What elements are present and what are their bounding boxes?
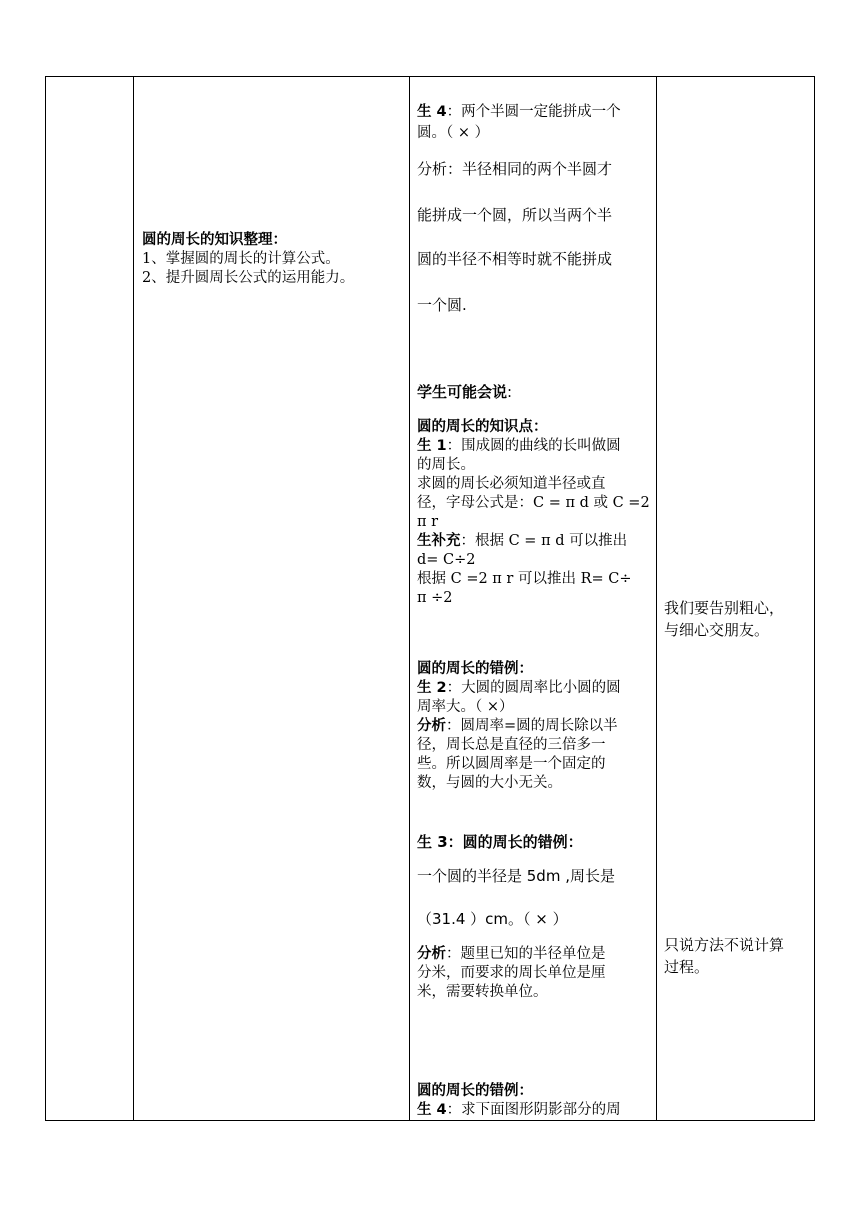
- s4a-label: 生 4: [417, 104, 447, 120]
- analysis2-line-2: 径，周长总是直径的三倍多一: [417, 737, 606, 753]
- teacher-note-1-line-2: 与细心交朋友。: [664, 621, 770, 639]
- analysis2-label: 分析: [417, 718, 446, 734]
- supplement-text: ：根据 C = π d 可以推出: [460, 533, 628, 549]
- supplement-line-4: π ÷2: [417, 590, 453, 606]
- analysis3-block: [417, 945, 653, 1002]
- requirement-line-2: 径，字母公式是：C = π d 或 C =2: [417, 495, 650, 511]
- s3-heading: 生 3：圆的周长的错例：: [417, 833, 583, 851]
- s3-line-2: （31.4 ）cm。（ × ）: [417, 910, 568, 928]
- analysis2-line-1: [417, 717, 653, 736]
- analysis3-line-1: [417, 945, 653, 964]
- knowledge-points-heading: 圆的周长的知识点：: [417, 419, 548, 435]
- requirement-line-1: 求圆的周长必须知道半径或直: [417, 476, 606, 492]
- analysis2-line-4: 数，与圆的大小无关。: [417, 775, 562, 791]
- summary-item-1: 1、掌握圆的周长的计算公式。: [142, 251, 340, 267]
- students-say-colon: :: [507, 383, 513, 401]
- s4a-text: ：两个半圆一定能拼成一个: [446, 104, 621, 120]
- students-say-heading: [417, 383, 512, 402]
- s3-line-1: 一个圆的半径是 5dm ,周长是: [417, 867, 615, 885]
- column-divider-1: [133, 76, 134, 1121]
- s2-line-1: [417, 679, 653, 698]
- table-top-border: [45, 76, 815, 77]
- analysis1-line-3: 圆的半径不相等时就不能拼成: [417, 250, 613, 268]
- teacher-note-1: [664, 597, 814, 641]
- responses-block: [417, 418, 653, 608]
- s2-text: ：大圆的圆周率比小圆的圆: [446, 680, 621, 696]
- students-say-label: 学生可能会说: [417, 383, 508, 401]
- analysis2-text: ：圆周率=圆的周长除以半: [446, 718, 618, 734]
- s2-label: 生 2: [417, 680, 447, 696]
- analysis2-line-3: 些。所以圆周率是一个固定的: [417, 756, 606, 772]
- knowledge-summary-cell: [142, 231, 404, 288]
- column-divider-2: [409, 76, 410, 1121]
- s1-line-2: 的周长。: [417, 457, 475, 473]
- summary-heading: 圆的周长的知识整理：: [142, 232, 287, 248]
- supplement-label: 生补充: [417, 533, 461, 549]
- supplement-line-3: 根据 C =2 π r 可以推出 R= C÷: [417, 571, 632, 587]
- s1-text: ：围成圆的曲线的长叫做圆: [446, 438, 621, 454]
- error-heading-2: 圆的周长的错例：: [417, 1083, 533, 1099]
- supplement-line-2: d= C÷2: [417, 552, 476, 568]
- table-right-border: [814, 76, 815, 1121]
- supplement-line-1: [417, 532, 653, 551]
- teacher-note-2-line-2: 过程。: [664, 958, 710, 976]
- analysis3-text: ：题里已知的半径单位是: [446, 946, 606, 962]
- s4a-line-2: 圆。（ × ）: [417, 125, 490, 141]
- requirement-line-3: π r: [417, 514, 439, 530]
- table-bottom-border: [45, 1120, 815, 1121]
- table-left-border: [45, 76, 46, 1121]
- teacher-note-2: [664, 934, 814, 978]
- s4a-line-1: [417, 103, 621, 122]
- error-heading-1: 圆的周长的错例：: [417, 661, 533, 677]
- column-divider-3: [656, 76, 657, 1121]
- teacher-note-1-line-1: 我们要告别粗心，: [664, 599, 785, 617]
- s1-line-1: [417, 437, 653, 456]
- summary-item-2: 2、提升圆周长公式的运用能力。: [142, 270, 355, 286]
- s4b-line-1: [417, 1101, 653, 1120]
- analysis3-label: 分析: [417, 946, 446, 962]
- s4b-text: ：求下面图形阴影部分的周: [446, 1102, 621, 1118]
- analysis3-line-2: 分米，而要求的周长单位是厘: [417, 965, 606, 981]
- analysis1-line-2: 能拼成一个圆，所以当两个半: [417, 206, 613, 224]
- s4b-label: 生 4: [417, 1102, 447, 1118]
- analysis1-line-1: 分析：半径相同的两个半圆才: [417, 160, 613, 178]
- error-example-block-1: [417, 660, 653, 793]
- s1-label: 生 1: [417, 438, 447, 454]
- error-example-block-2: [417, 1082, 653, 1120]
- teacher-note-2-line-1: 只说方法不说计算: [664, 936, 785, 954]
- s2-line-2: 周率大。（ ×）: [417, 699, 514, 715]
- analysis1-line-4: 一个圆.: [417, 296, 467, 314]
- analysis3-line-3: 米，需要转换单位。: [417, 984, 548, 1000]
